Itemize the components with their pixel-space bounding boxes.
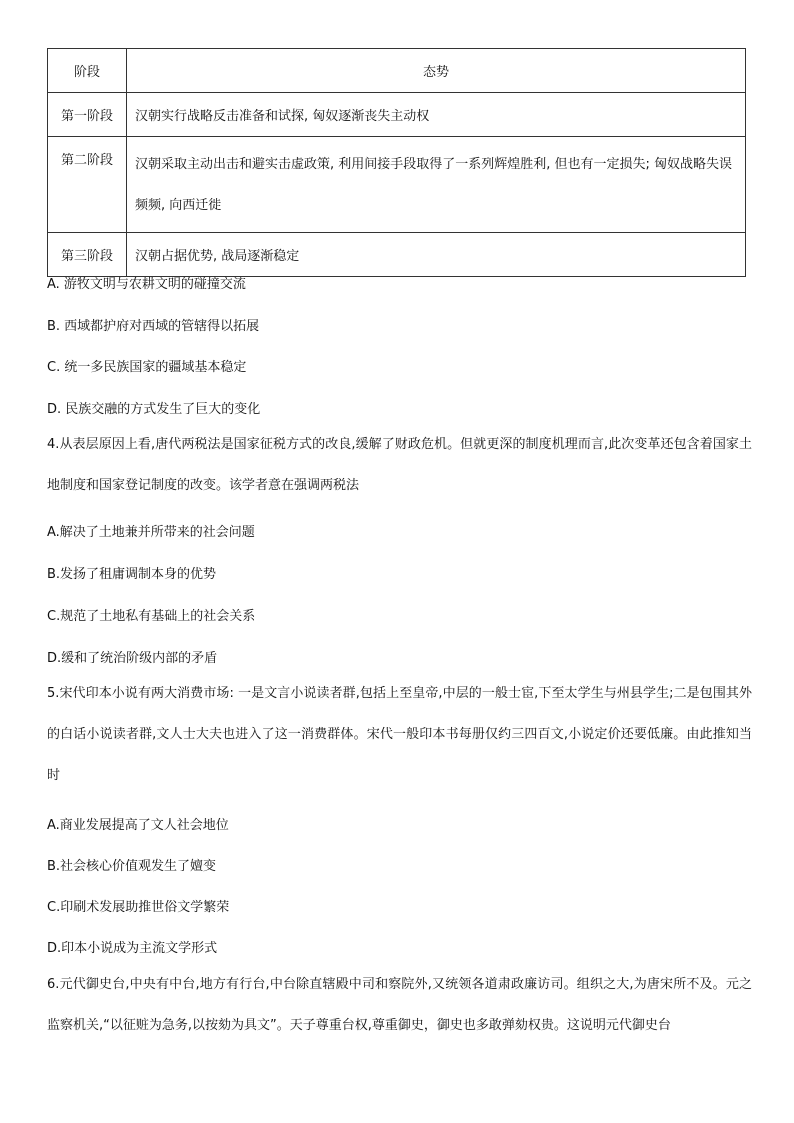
table-row <box>48 93 746 137</box>
q6-stem: 6.元代御史台,中央有中台,地方有行台,中台除直辖殿中司和察院外,又统领各道肃政廉访司。组织之大,为唐宋所不及。元之监察机关,“以征赃为急务,以按劾为具文”。天子尊重台权,尊重御史，御史也多敢弹劾权贵。这说明元代御史台 <box>47 977 752 1033</box>
table-cell-stage: 第三阶段 <box>48 233 127 277</box>
table-header-row <box>48 49 746 93</box>
q4-option-a: A.解决了土地兼并所带来的社会问题 <box>47 525 255 540</box>
q4-stem: 4.从表层原因上看,唐代两税法是国家征税方式的改良,缓解了财政危机。但就更深的制度机理而言,此次变革还包含着国家土地制度和国家登记制度的改变。该学者意在强调两税法 <box>47 437 752 493</box>
table-row <box>48 233 746 277</box>
table-row <box>48 137 746 233</box>
q4-option-d: D.缓和了统治阶级内部的矛盾 <box>47 651 218 666</box>
stage-trend-table <box>47 48 746 277</box>
table-header-trend: 态势 <box>127 49 746 93</box>
q3-option-a: A. 游牧文明与农耕文明的碰撞交流 <box>47 277 246 292</box>
q4-option-c: C.规范了土地私有基础上的社会关系 <box>47 609 256 624</box>
table-cell-stage: 第二阶段 <box>48 137 127 233</box>
table-cell-trend: 汉朝采取主动出击和避实击虚政策, 利用间接手段取得了一系列辉煌胜利, 但也有一定损失; 匈奴战略失误频频, 向西迁徙 <box>127 137 746 233</box>
table-cell-stage: 第一阶段 <box>48 93 127 137</box>
q5-option-b: B.社会核心价值观发生了嬗变 <box>47 859 217 874</box>
q3-option-d: D. 民族交融的方式发生了巨大的变化 <box>47 402 261 417</box>
table-cell-trend: 汉朝实行战略反击准备和试探, 匈奴逐渐丧失主动权 <box>127 93 746 137</box>
table-header-stage: 阶段 <box>48 49 127 93</box>
q5-option-a: A.商业发展提高了文人社会地位 <box>47 818 229 833</box>
q4-option-b: B.发扬了租庸调制本身的优势 <box>47 567 217 582</box>
q3-option-c: C. 统一多民族国家的疆域基本稳定 <box>47 360 247 375</box>
q5-stem: 5.宋代印本小说有两大消费市场: 一是文言小说读者群,包括上至皇帝,中层的一般士宦,下至太学生与州县学生;二是包围其外的白话小说读者群,文人士大夫也进入了这一消费群体。宋代一般印本书每册仅约三四百文,小说定价还要低廉。由此推知当时 <box>47 686 752 783</box>
q5-option-c: C.印刷术发展助推世俗文学繁荣 <box>47 900 230 915</box>
table-cell-trend: 汉朝占据优势, 战局逐渐稳定 <box>127 233 746 277</box>
q5-option-d: D.印本小说成为主流文学形式 <box>47 941 218 956</box>
q3-option-b: B. 西域都护府对西域的管辖得以拓展 <box>47 319 260 334</box>
